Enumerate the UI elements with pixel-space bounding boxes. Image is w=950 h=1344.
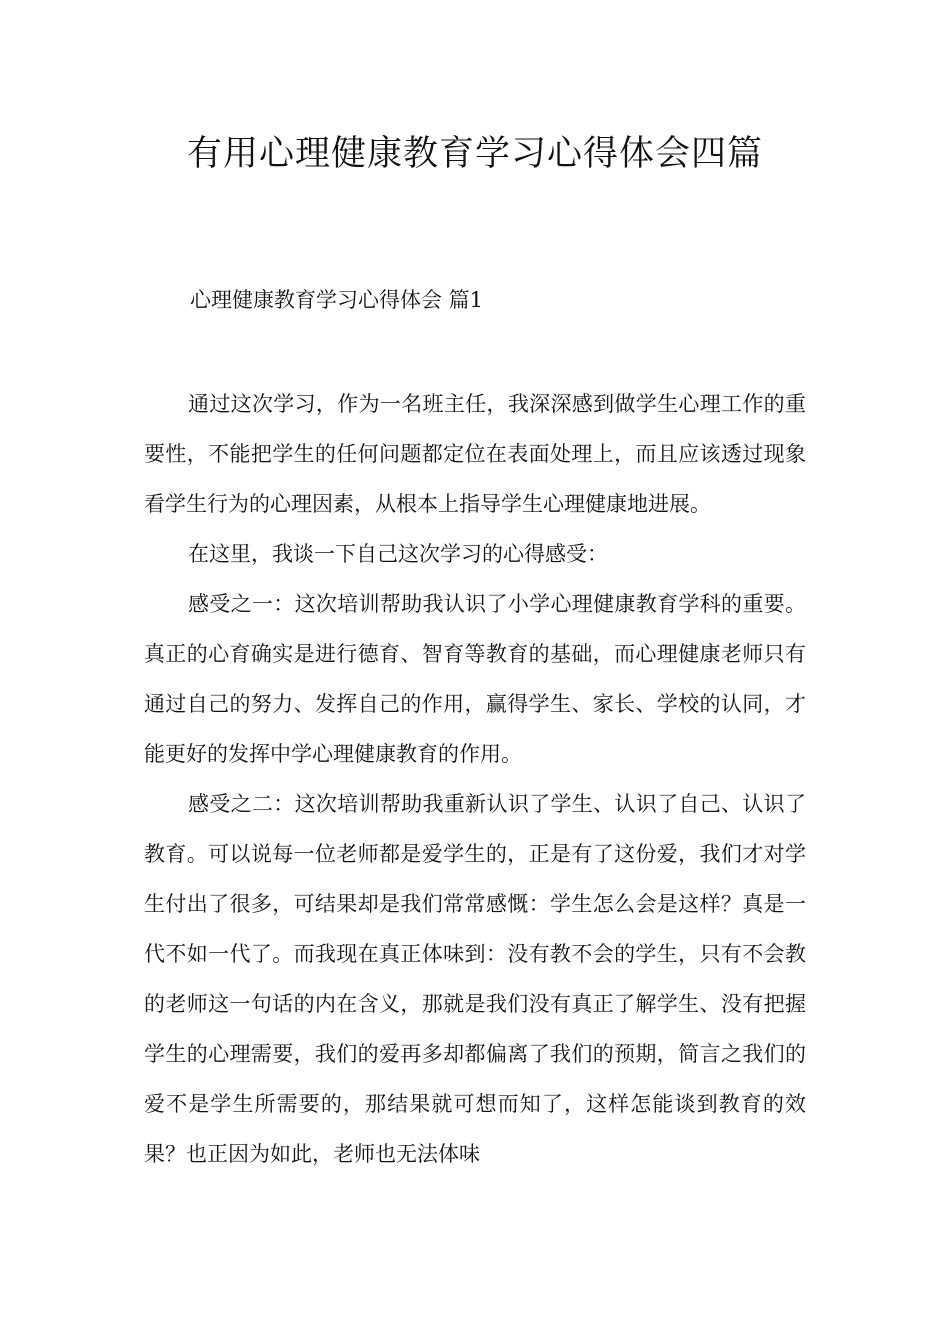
- document-body: [144, 379, 806, 1179]
- section-heading: 心理健康教育学习心得体会 篇1: [190, 288, 484, 312]
- document-title: 有用心理健康教育学习心得体会四篇: [186, 134, 763, 174]
- paragraph-lead-in: 在这里，我谈一下自己这次学习的心得感受：: [188, 542, 608, 566]
- paragraph-intro: 通过这次学习，作为一名班主任，我深深感到做学生心理工作的重要性，不能把学生的任何问题都定位在表面处理上，而且应该透过现象看学生行为的心理因素，从根本上指导学生心理健康地进展。: [144, 392, 806, 516]
- paragraph-insight-two: 感受之二：这次培训帮助我重新认识了学生、认识了自己、认识了教育。可以说每一位老师都是爱学生的，正是有了这份爱，我们才对学生付出了很多，可结果却是我们常常感慨：学生怎么会是这样？真是一代不如一代了。而我现在真正体味到：没有教不会的学生，只有不会教的老师这一句话的内在含义，那就是我们没有真正了解学生、没有把握学生的心理需要，我们的爱再多却都偏离了我们的预期，简言之我们的爱不是学生所需要的，那结果就可想而知了，这样怎能谈到教育的效果？也正因为如此，老师也无法体味: [144, 792, 806, 1166]
- paragraph-insight-one: 感受之一：这次培训帮助我认识了小学心理健康教育学科的重要。真正的心育确实是进行德育、智育等教育的基础，而心理健康老师只有通过自己的努力、发挥自己的作用，赢得学生、家长、学校的认同，才能更好的发挥中学心理健康教育的作用。: [144, 592, 806, 766]
